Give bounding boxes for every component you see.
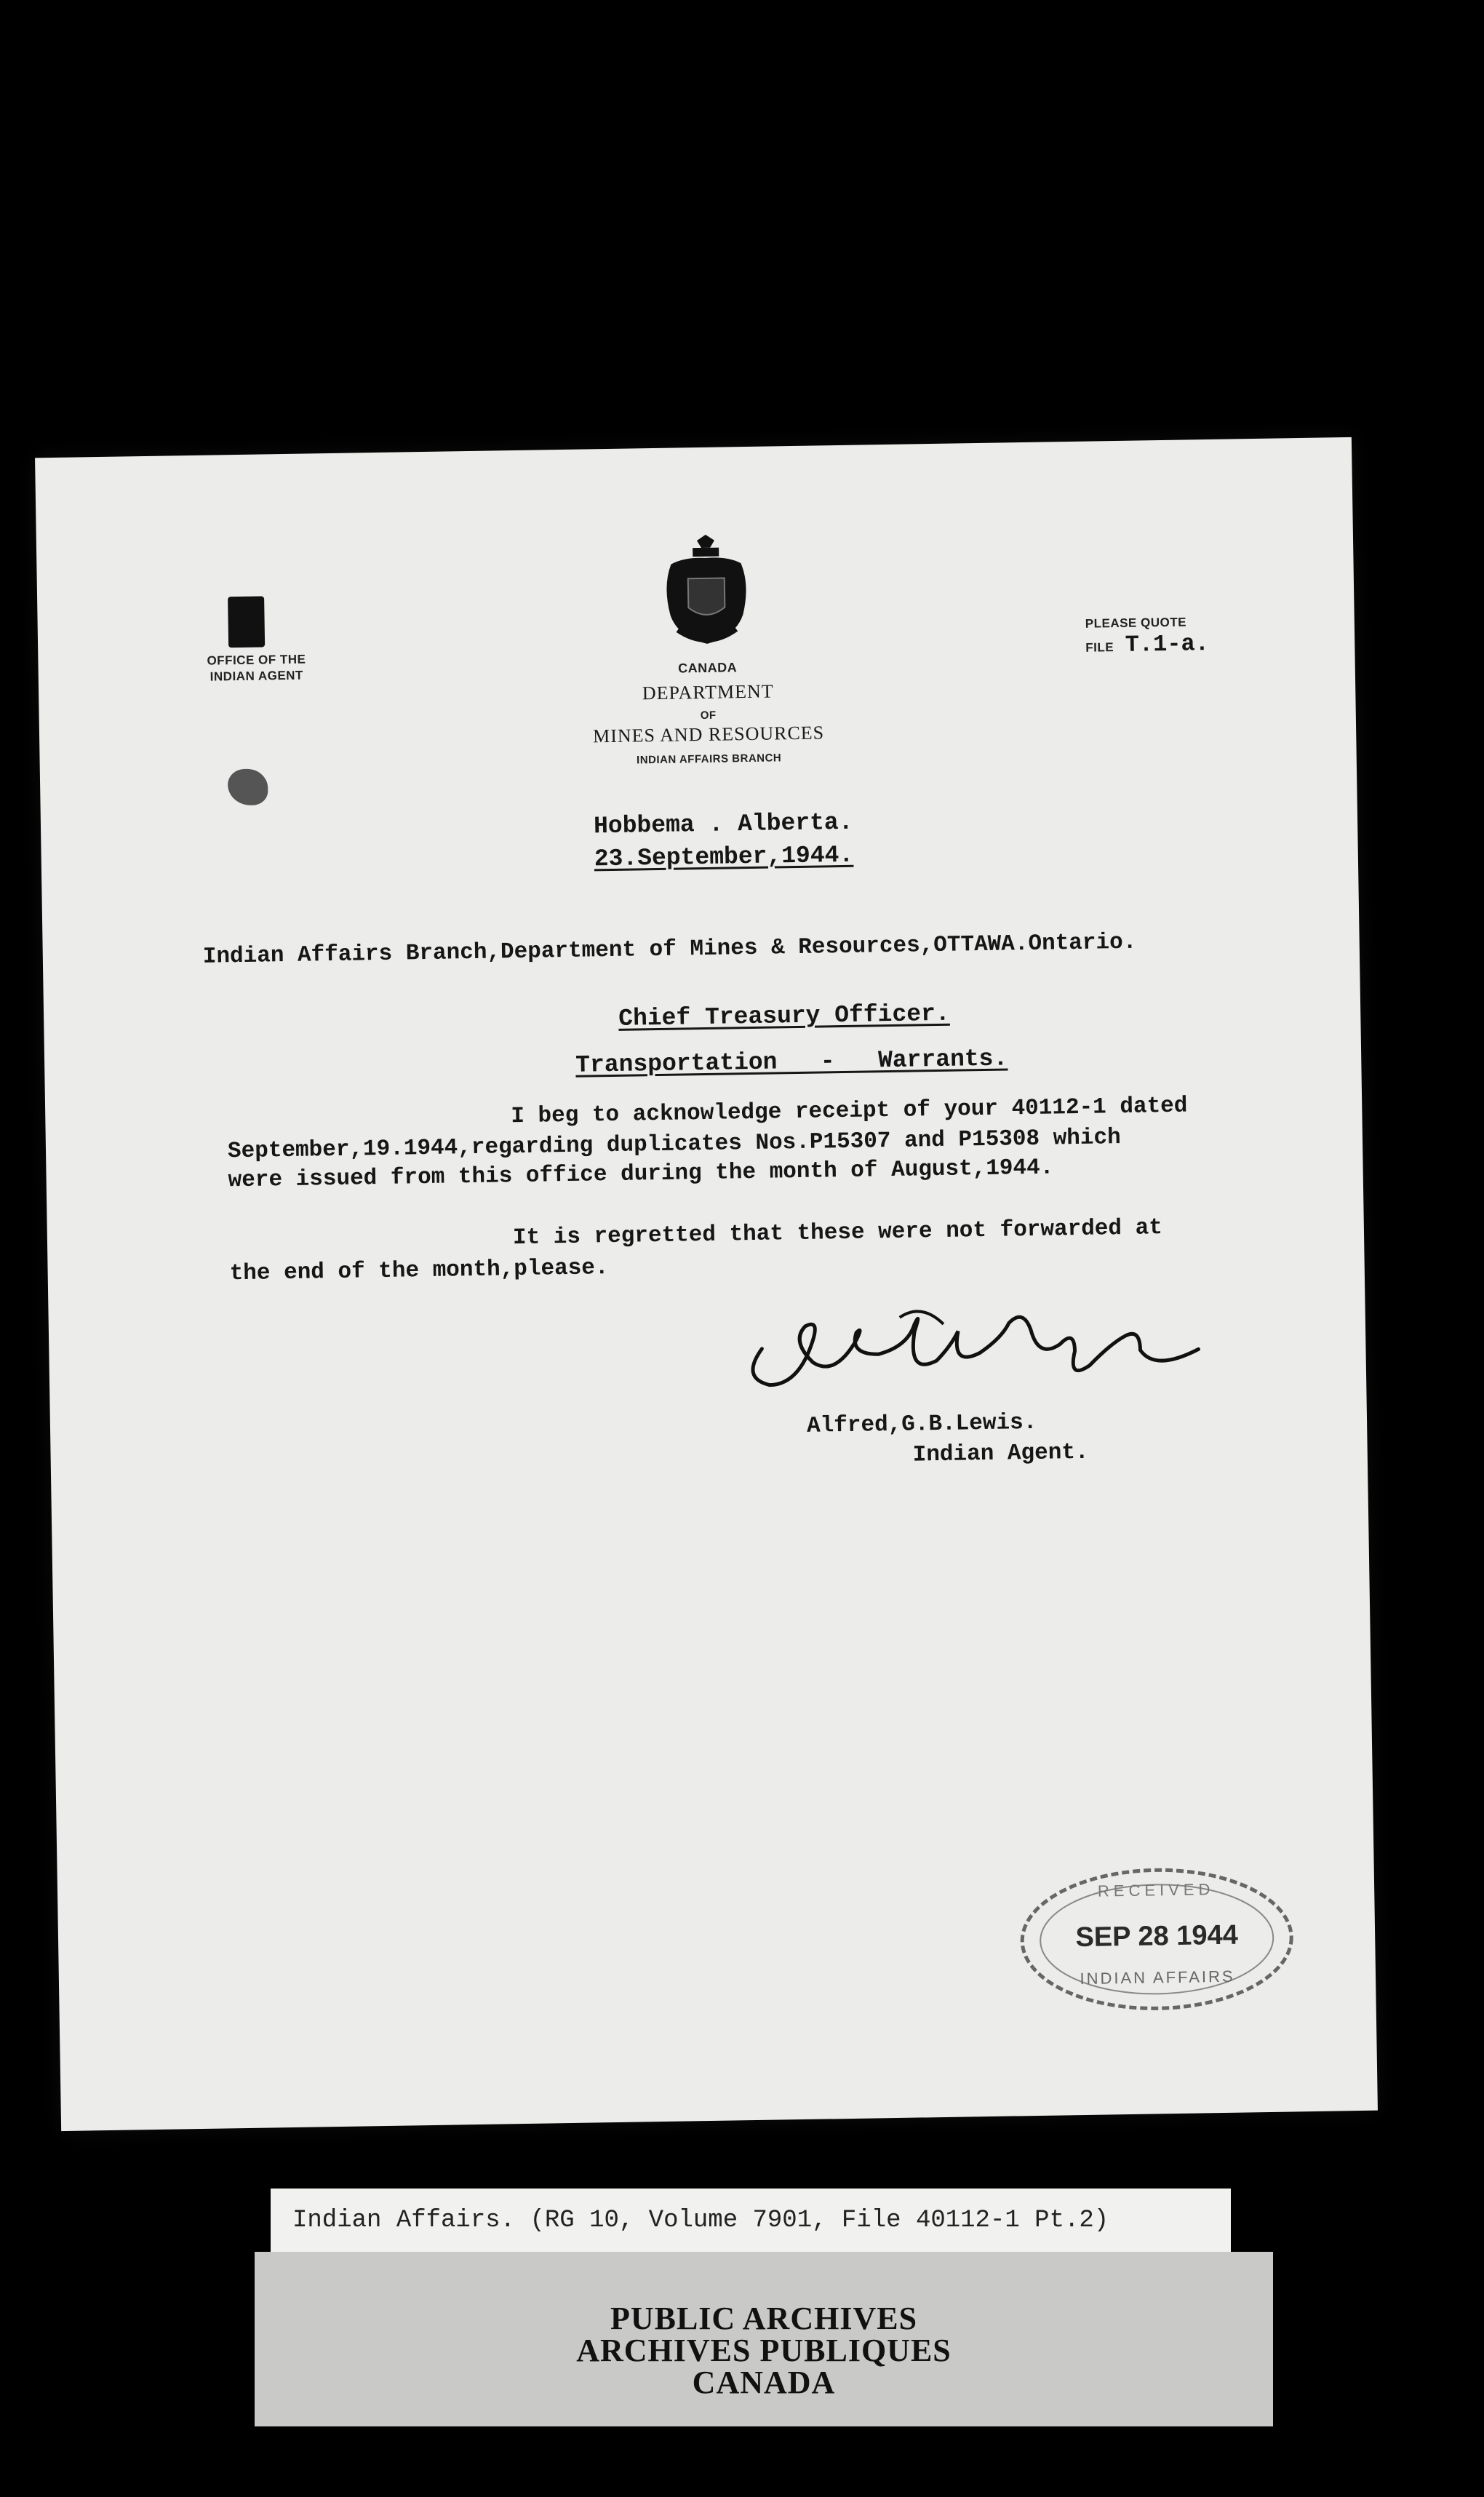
- body-para1-line2: September,19.1944,regarding duplicates Nos.P15307 and P15308 which: [227, 1125, 1121, 1165]
- ink-blot: [228, 768, 268, 805]
- office-label-line2: INDIAN AGENT: [210, 668, 304, 684]
- stamp-bottom-text: INDIAN AFFAIRS: [1080, 1967, 1235, 1988]
- handwritten-signature: [732, 1290, 1257, 1407]
- archive-band: [255, 2252, 1273, 2426]
- please-quote-label: PLEASE QUOTE: [1085, 615, 1187, 631]
- stamp-date: SEP 28 1944: [1075, 1919, 1239, 1954]
- archive-line-2: ARCHIVES PUBLIQUES: [576, 2333, 952, 2368]
- file-label: FILE: [1085, 640, 1114, 655]
- body-para2-line2: the end of the month,please.: [229, 1255, 609, 1287]
- file-reference: [1085, 629, 1304, 659]
- received-stamp: [1010, 1857, 1304, 2021]
- file-value: T.1-a.: [1125, 630, 1210, 658]
- archive-reference-tag: [271, 2189, 1231, 2254]
- archive-line-3: CANADA: [692, 2365, 836, 2400]
- letterhead-country: CANADA: [678, 660, 738, 676]
- office-label-line1: OFFICE OF THE: [207, 652, 306, 668]
- letter-sheet: [35, 437, 1378, 2131]
- letterhead-branch: INDIAN AFFAIRS BRANCH: [636, 752, 782, 767]
- body-para1-line1: I beg to acknowledge receipt of your 40112-1 dated: [511, 1093, 1188, 1130]
- archive-reference-text: Indian Affairs. (RG 10, Volume 7901, File 40112-1 Pt.2): [292, 2207, 1109, 2234]
- letterhead-ministry: MINES AND RESOURCES: [592, 722, 825, 747]
- letter-place: Hobbema . Alberta.: [593, 808, 853, 840]
- coat-of-arms-icon: [655, 534, 758, 652]
- subject-line-1: Chief Treasury Officer.: [618, 1000, 950, 1032]
- letterhead-of: OF: [700, 709, 717, 722]
- body-para2-line1: It is regretted that these were not forwarded at: [512, 1215, 1163, 1251]
- signer-name: Alfred,G.B.Lewis.: [806, 1409, 1037, 1439]
- letterhead-department: DEPARTMENT: [642, 680, 774, 704]
- letter-addressee: Indian Affairs Branch,Department of Mines & Resources,OTTAWA.Ontario.: [202, 929, 1137, 970]
- office-stamp-mark: [228, 596, 265, 648]
- body-para1-line3: were issued from this office during the month of August,1944.: [228, 1155, 1054, 1194]
- stamp-top-text: RECEIVED: [1097, 1880, 1215, 1900]
- subject-line-2: Transportation - Warrants.: [575, 1045, 1008, 1079]
- signer-title: Indian Agent.: [912, 1439, 1089, 1468]
- letter-date: 23.September,1944.: [594, 841, 854, 873]
- archive-line-1: PUBLIC ARCHIVES: [610, 2301, 918, 2336]
